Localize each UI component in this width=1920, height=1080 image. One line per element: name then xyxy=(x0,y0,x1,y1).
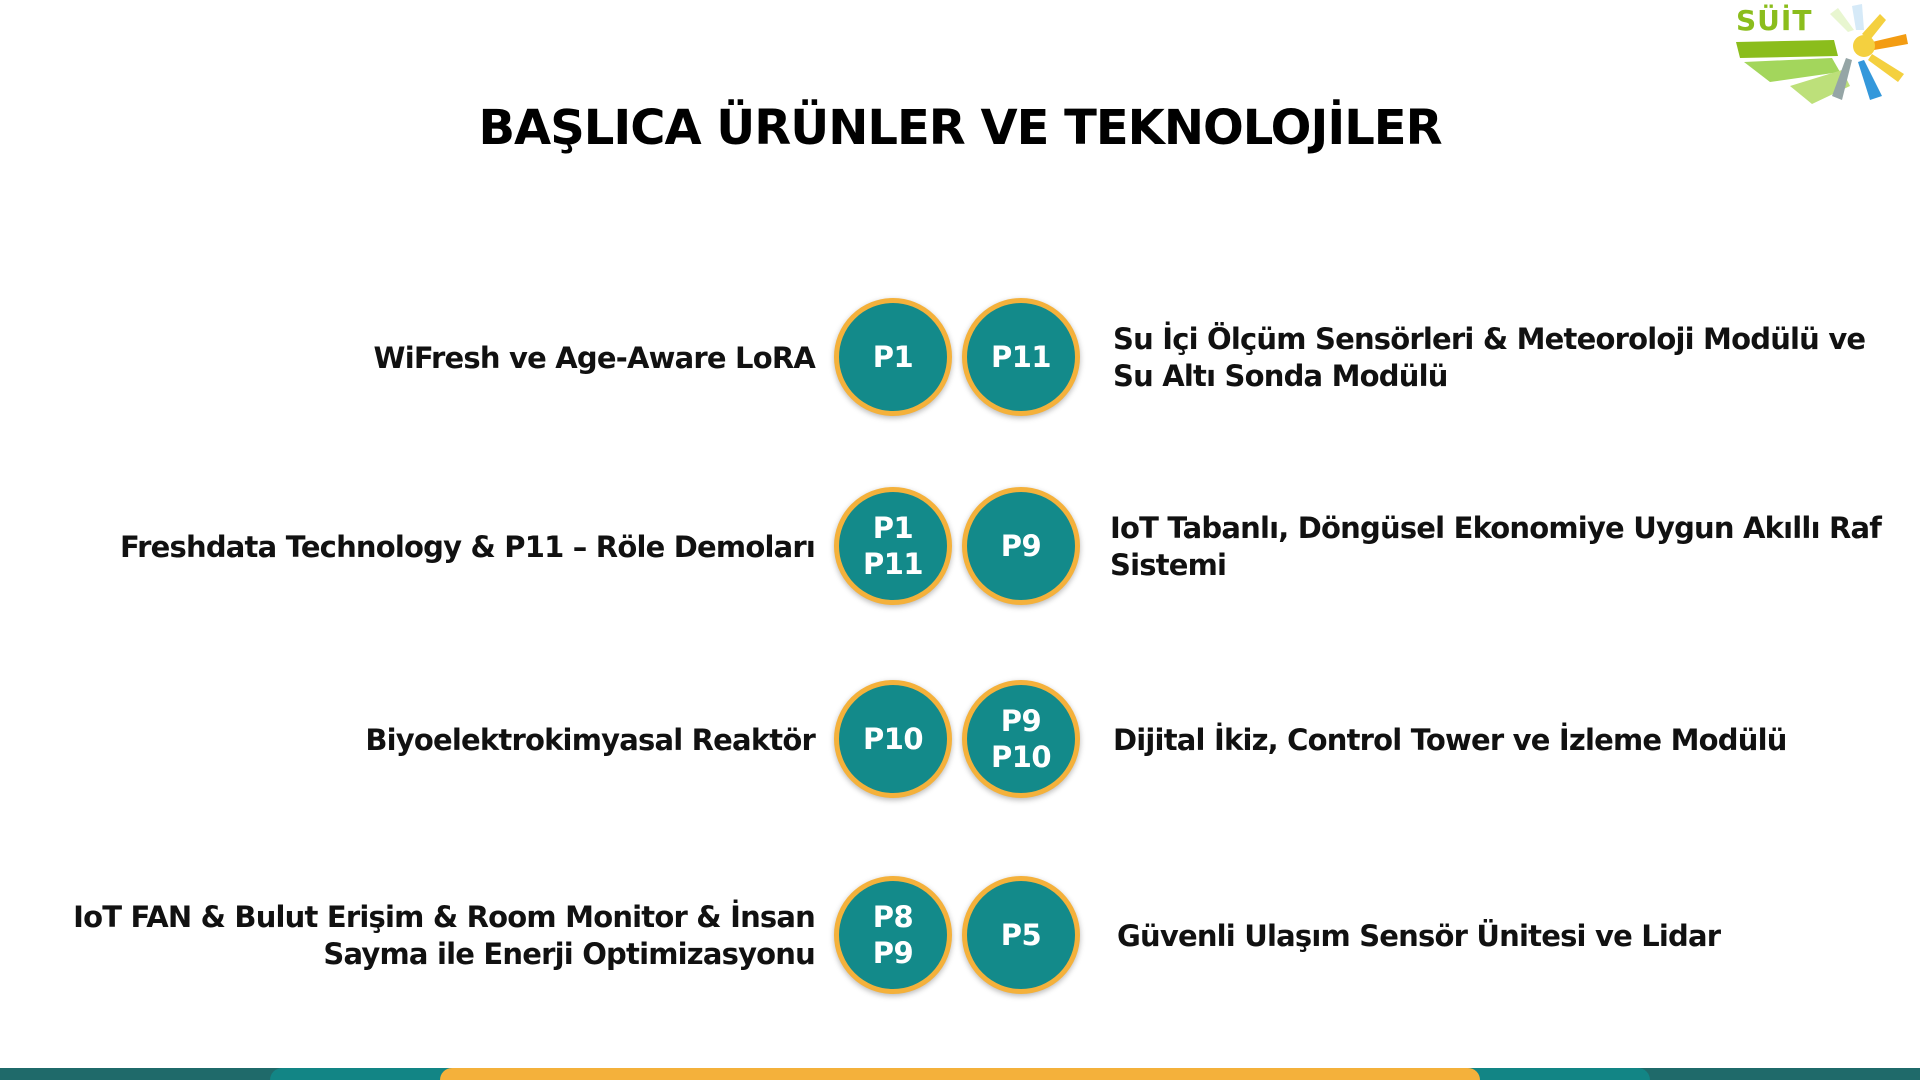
right-partner-badge xyxy=(962,487,1080,605)
badge-code: P11 xyxy=(862,547,924,581)
badge-code: P5 xyxy=(1000,918,1042,952)
badge-code: P9 xyxy=(1000,529,1042,563)
logo-text: SÜİT xyxy=(1736,4,1813,37)
product-row xyxy=(0,487,1920,607)
footer-accent xyxy=(440,1068,1480,1080)
badge-code: P11 xyxy=(990,340,1052,374)
left-partner-badge xyxy=(834,487,952,605)
badge-code: P9 xyxy=(872,936,914,970)
left-product-label: WiFresh ve Age-Aware LoRA xyxy=(373,340,815,375)
badge-code: P1 xyxy=(872,511,914,545)
right-product-label: Su İçi Ölçüm Sensörleri & Meteoroloji Modülü ve Su Altı Sonda Modülü xyxy=(1113,322,1866,393)
product-row xyxy=(0,876,1920,996)
badge-code: P8 xyxy=(872,900,914,934)
right-product-label: Güvenli Ulaşım Sensör Ünitesi ve Lidar xyxy=(1117,918,1721,953)
product-row xyxy=(0,680,1920,800)
left-product-label: IoT FAN & Bulut Erişim & Room Monitor & İnsan Sayma ile Enerji Optimizasyonu xyxy=(73,900,815,971)
right-partner-badge xyxy=(962,298,1080,416)
page-title: BAŞLICA ÜRÜNLER VE TEKNOLOJİLER xyxy=(478,100,1442,156)
left-product-label: Freshdata Technology & P11 – Röle Demoları xyxy=(120,529,815,564)
left-partner-badge xyxy=(834,876,952,994)
right-partner-badge xyxy=(962,876,1080,994)
badge-code: P10 xyxy=(862,722,924,756)
left-partner-badge xyxy=(834,298,952,416)
right-product-label: IoT Tabanlı, Döngüsel Ekonomiye Uygun Akıllı Raf Sistemi xyxy=(1110,511,1882,582)
left-partner-badge xyxy=(834,680,952,798)
right-partner-badge xyxy=(962,680,1080,798)
product-row xyxy=(0,298,1920,418)
right-product-label: Dijital İkiz, Control Tower ve İzleme Modülü xyxy=(1113,722,1787,757)
badge-code: P10 xyxy=(990,740,1052,774)
badge-code: P9 xyxy=(1000,704,1042,738)
badge-code: P1 xyxy=(872,340,914,374)
left-product-label: Biyoelektrokimyasal Reaktör xyxy=(365,722,815,757)
